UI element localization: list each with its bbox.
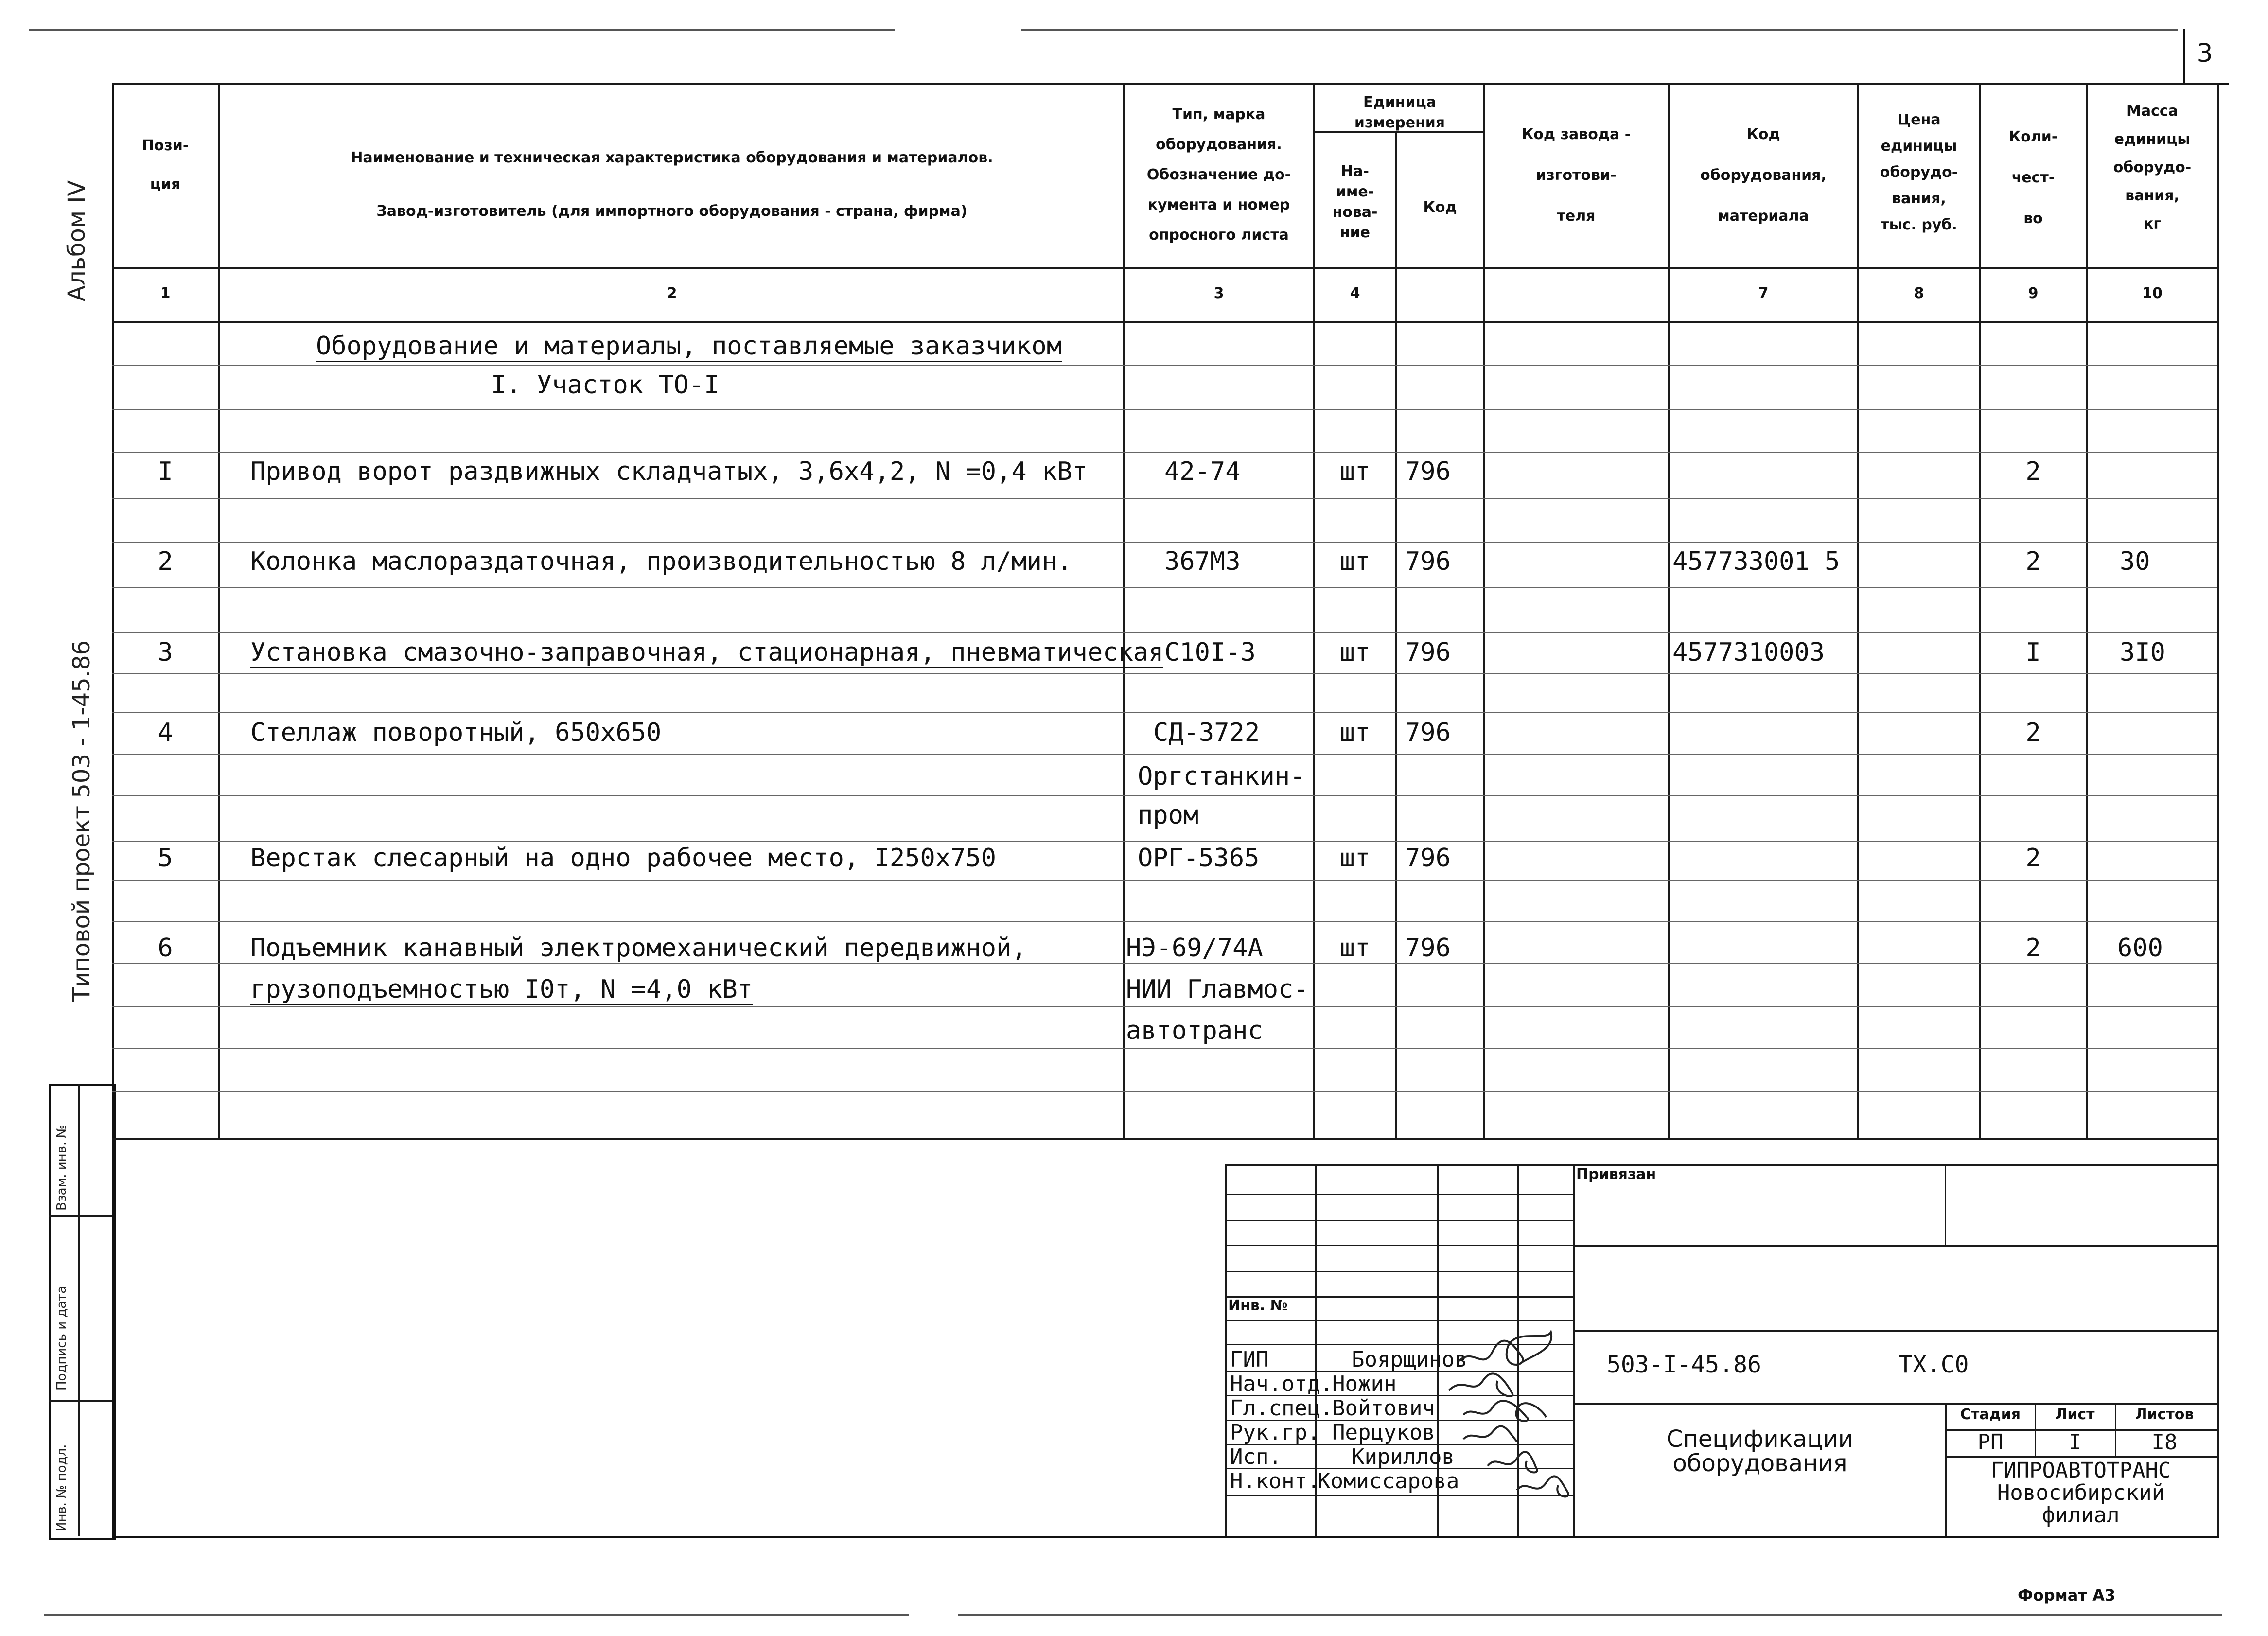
signature-name: Боярщинов xyxy=(1352,1347,1468,1372)
document-code: 503-I-45.86 xyxy=(1607,1351,1761,1378)
col-number: 8 xyxy=(1914,285,1924,302)
col-number: 1 xyxy=(160,285,171,302)
row-equipment-code: 4577310003 xyxy=(1672,638,1825,667)
inv-number-label: Инв. № xyxy=(1228,1297,1288,1314)
row-type: СД-3722 xyxy=(1153,718,1260,747)
row-name: Колонка маслораздаточная, производительностью 8 л/мин. xyxy=(250,547,1072,576)
signature-role: ГИП xyxy=(1230,1347,1269,1372)
row-position: 2 xyxy=(158,547,173,576)
row-unit-code: 796 xyxy=(1405,844,1451,873)
row-equipment-code: 457733001 5 xyxy=(1672,547,1840,576)
document-title: Спецификации оборудования xyxy=(1667,1425,1853,1477)
sheets-label: Листов xyxy=(2135,1406,2194,1423)
signature-role: Исп. xyxy=(1230,1444,1282,1469)
row-unit: шт xyxy=(1339,933,1371,963)
col-number: 10 xyxy=(2142,285,2163,302)
header-equipment-code: Код оборудования, материала xyxy=(1700,126,1827,225)
row-unit-code: 796 xyxy=(1405,457,1451,486)
row-type: НЭ-69/74А xyxy=(1126,933,1263,963)
header-name: Наименование и техническая характеристика оборудования и материалов. Завод-изготовитель (для импортного оборудования - страна, фирма) xyxy=(351,149,993,220)
col-number: 3 xyxy=(1213,285,1224,302)
privyazan-label: Привязан xyxy=(1576,1166,1656,1183)
subsection-title: I. Участок ТО-I xyxy=(491,370,720,400)
section-title: Оборудование и материалы, поставляемые заказчиком xyxy=(316,332,1062,362)
header-price: Цена единицы оборудо- вания, тыс. руб. xyxy=(1880,111,1958,233)
row-type-continued: пром xyxy=(1138,801,1199,830)
format-label: Формат A3 xyxy=(2018,1586,2116,1604)
row-mass: 30 xyxy=(2120,547,2150,576)
row-position: 4 xyxy=(158,718,173,747)
frame-right-border xyxy=(2217,83,2219,1536)
row-mass: 3I0 xyxy=(2120,638,2165,667)
top-edge-line xyxy=(29,29,895,31)
row-name: Установка смазочно-заправочная, стационарная, пневматическая xyxy=(250,638,1163,668)
row-quantity: I xyxy=(2025,638,2041,667)
header-quantity: Коли- чест- во xyxy=(2008,128,2058,227)
organization: ГИПРОАВТОТРАНС Новосибирский филиал xyxy=(1990,1458,2171,1528)
row-name: Подъемник канавный электромеханический передвижной, xyxy=(250,933,1027,963)
row-type-continued: Оргстанкин- xyxy=(1138,762,1305,791)
col-number: 4 xyxy=(1350,285,1360,302)
row-name: Верстак слесарный на одно рабочее место, I250х750 xyxy=(250,844,997,873)
row-name: Стеллаж поворотный, 650х650 xyxy=(250,718,662,747)
row-quantity: 2 xyxy=(2025,844,2041,873)
row-unit: шт xyxy=(1339,718,1371,747)
row-name-continued: грузоподъемностью I0т, N =4,0 кВт xyxy=(250,975,753,1005)
row-type: 42-74 xyxy=(1164,457,1241,486)
row-unit: шт xyxy=(1339,844,1371,873)
header-mass: Масса единицы оборудо- вания, кг xyxy=(2113,103,2192,232)
signature-date-label: Подпись и дата xyxy=(54,1285,69,1390)
signature-role: Рук.гр. xyxy=(1230,1420,1320,1445)
row-unit-code: 796 xyxy=(1405,638,1451,667)
row-type: ОРГ-5365 xyxy=(1138,844,1260,873)
header-unit-group: Единица измерения xyxy=(1354,94,1445,131)
row-position: 3 xyxy=(158,638,173,667)
col-number: 2 xyxy=(667,285,677,302)
signature-name: Перцуков xyxy=(1332,1420,1435,1445)
col-number: 7 xyxy=(1758,285,1769,302)
row-quantity: 2 xyxy=(2025,718,2041,747)
row-mass: 600 xyxy=(2117,933,2163,963)
signature-name: Комиссарова xyxy=(1318,1469,1459,1494)
row-unit-code: 796 xyxy=(1405,933,1451,963)
header-unit-code: Код xyxy=(1423,199,1457,216)
bottom-edge-line xyxy=(44,1614,909,1616)
row-quantity: 2 xyxy=(2025,457,2041,486)
row-type: С10I-3 xyxy=(1164,638,1256,667)
row-unit-code: 796 xyxy=(1405,718,1451,747)
sheet-label: Лист xyxy=(2055,1406,2095,1423)
document-mark: ТХ.С0 xyxy=(1899,1351,1969,1378)
header-type: Тип, марка оборудования. Обозначение до- кумента и номер опросного листа xyxy=(1146,106,1291,244)
row-type-continued: НИИ Главмос- xyxy=(1126,975,1309,1004)
header-plant-code: Код завода - изготови- теля xyxy=(1521,126,1631,225)
header-unit-name: На- име- нова- ние xyxy=(1332,163,1378,241)
bottom-edge-line xyxy=(958,1614,2222,1616)
row-unit: шт xyxy=(1339,638,1371,667)
row-type-continued: автотранс xyxy=(1126,1016,1263,1045)
row-quantity: 2 xyxy=(2025,547,2041,576)
signature-role: Гл.спец. xyxy=(1230,1396,1333,1421)
handwritten-signatures xyxy=(1444,1313,1580,1507)
row-unit-code: 796 xyxy=(1405,547,1451,576)
row-name: Привод ворот раздвижных складчатых, 3,6х4,2, N =0,4 кВт xyxy=(250,457,1088,486)
project-label: Типовой проект 503 - 1-45.86 xyxy=(68,640,95,1002)
row-position: 5 xyxy=(158,844,173,873)
row-position: 6 xyxy=(158,933,173,963)
row-unit: шт xyxy=(1339,457,1371,486)
signature-name: Ножин xyxy=(1332,1372,1397,1396)
row-quantity: 2 xyxy=(2025,933,2041,963)
stage-label: Стадия xyxy=(1960,1406,2021,1423)
original-inv-label: Инв. № подл. xyxy=(54,1444,69,1531)
sheet-value: I xyxy=(2068,1430,2082,1455)
top-edge-line xyxy=(1021,29,2178,31)
album-label: Альбом IV xyxy=(63,180,90,301)
signature-name: Кириллов xyxy=(1352,1444,1455,1469)
signature-role: Н.конт. xyxy=(1230,1469,1320,1494)
signature-role: Нач.отд. xyxy=(1230,1372,1333,1396)
row-unit: шт xyxy=(1339,547,1371,576)
row-position: I xyxy=(158,457,173,486)
row-type: 367М3 xyxy=(1164,547,1241,576)
sheet-number: 3 xyxy=(2197,39,2213,68)
replaced-inv-label: Взам. инв. № xyxy=(54,1125,69,1211)
header-position: Пози- ция xyxy=(141,137,189,193)
col-number: 9 xyxy=(2028,285,2039,302)
signature-name: Войтович xyxy=(1332,1396,1435,1421)
stage-value: РП xyxy=(1977,1430,2004,1455)
sheets-value: I8 xyxy=(2151,1430,2178,1455)
